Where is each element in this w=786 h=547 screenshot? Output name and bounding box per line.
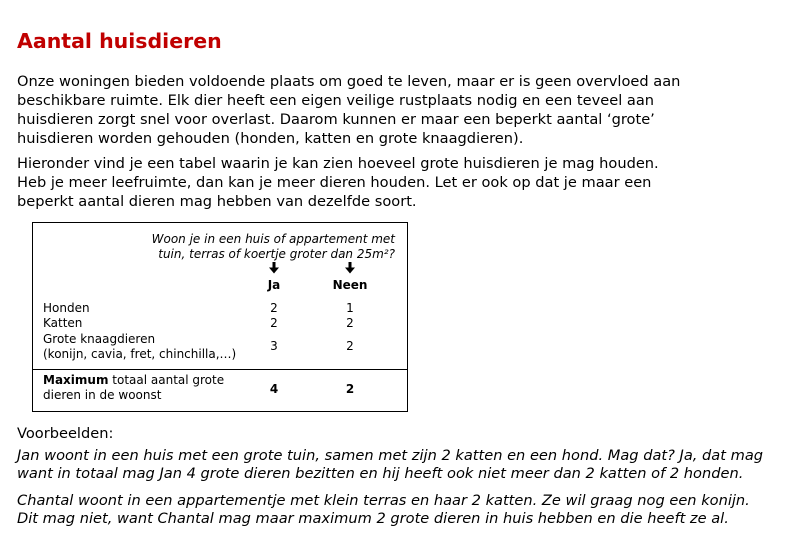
cell-katten-ja: 2 xyxy=(270,316,278,330)
row-label-katten xyxy=(43,316,82,331)
examples-heading: Voorbeelden: xyxy=(17,425,114,442)
row-label-grote-knaagdieren xyxy=(43,332,236,362)
row-label-line: Honden xyxy=(43,301,90,315)
cell-katten-neen: 2 xyxy=(346,316,354,330)
table-divider xyxy=(33,369,407,370)
pet-limit-table xyxy=(32,222,408,412)
example-chantal xyxy=(17,492,750,528)
table-question-line: tuin, terras of koertje groter dan 25m²? xyxy=(158,247,395,261)
example-line: Dit mag niet, want Chantal mag maar maximum 2 grote dieren in huis hebben en die heeft ze al. xyxy=(17,510,729,527)
arrow-down-icon xyxy=(344,262,356,274)
row-label-maximum xyxy=(43,373,224,403)
maximum-label-rest: totaal aantal grote xyxy=(108,373,225,387)
table-intro-line: Heb je meer leefruimte, dan kan je meer dieren houden. Let er ook op dat je maar een xyxy=(17,174,652,191)
example-line: Jan woont in een huis met een grote tuin, samen met zijn 2 katten en een hond. Mag dat? Ja, dat mag xyxy=(17,447,764,464)
example-line: want in totaal mag Jan 4 grote dieren bezitten en hij heeft ook niet meer dan 2 katten of 2 honden. xyxy=(17,465,744,482)
intro-paragraph xyxy=(17,72,680,148)
column-header-neen: Neen xyxy=(332,278,368,292)
maximum-label-bold: Maximum xyxy=(43,373,109,387)
cell-honden-neen: 1 xyxy=(346,301,354,315)
table-question xyxy=(152,232,395,262)
cell-maximum-ja: 4 xyxy=(269,382,279,396)
page-title: Aantal huisdieren xyxy=(17,29,222,53)
row-label-line: Grote knaagdieren xyxy=(43,332,156,346)
column-header-ja: Ja xyxy=(267,278,281,292)
example-line: Chantal woont in een appartementje met klein terras en haar 2 katten. Ze wil graag nog een konijn. xyxy=(17,492,750,509)
example-jan xyxy=(17,447,763,483)
row-label-line: (konijn, cavia, fret, chinchilla,…) xyxy=(43,347,237,361)
intro-line: huisdieren zorgt snel voor overlast. Daarom kunnen er maar een beperkt aantal ‘grote’ xyxy=(17,111,655,128)
intro-line: Onze woningen bieden voldoende plaats om goed te leven, maar er is geen overvloed aan xyxy=(17,73,681,90)
table-question-line: Woon je in een huis of appartement met xyxy=(151,232,395,246)
intro-line: huisdieren worden gehouden (honden, katten en grote knaagdieren). xyxy=(17,130,524,147)
arrow-down-icon xyxy=(268,262,280,274)
table-intro-paragraph xyxy=(17,154,659,211)
row-label-line: Katten xyxy=(43,316,83,330)
intro-line: beschikbare ruimte. Elk dier heeft een eigen veilige rustplaats nodig en een teveel aan xyxy=(17,92,655,109)
row-label-honden xyxy=(43,301,90,316)
table-intro-line: Hieronder vind je een tabel waarin je kan zien hoeveel grote huisdieren je mag houden. xyxy=(17,155,659,172)
row-label-line: dieren in de woonst xyxy=(43,388,162,402)
cell-maximum-neen: 2 xyxy=(345,382,355,396)
cell-knaagdieren-ja: 3 xyxy=(270,339,278,353)
cell-knaagdieren-neen: 2 xyxy=(346,339,354,353)
cell-honden-ja: 2 xyxy=(270,301,278,315)
row-label-line xyxy=(43,373,224,388)
table-intro-line: beperkt aantal dieren mag hebben van dezelfde soort. xyxy=(17,193,417,210)
